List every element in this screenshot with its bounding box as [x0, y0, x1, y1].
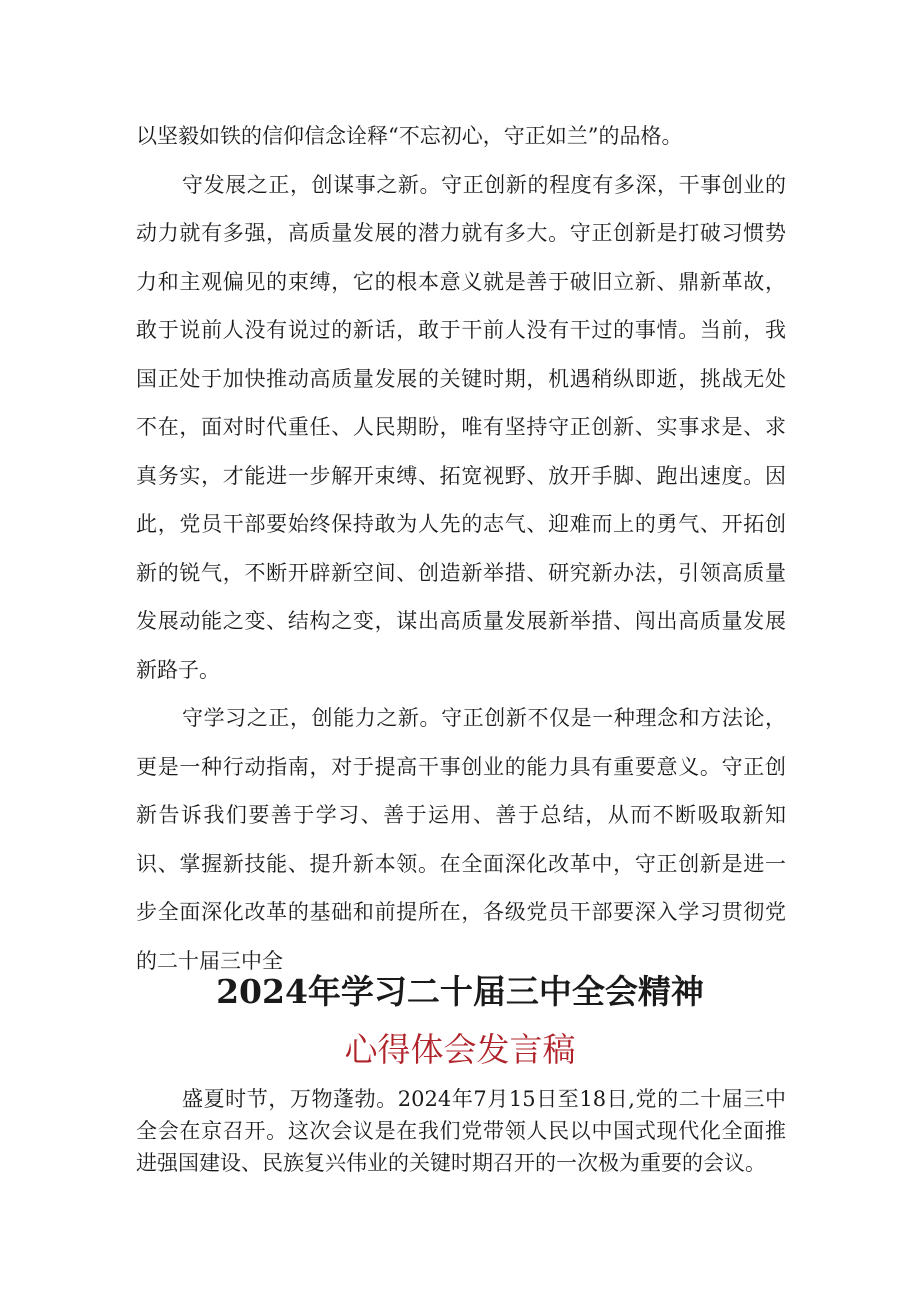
- paragraph-continuation: 以坚毅如铁的信仰信念诠释“不忘初心，守正如兰”的品格。: [136, 124, 683, 148]
- article-subtitle: 心得体会发言稿: [344, 1030, 576, 1069]
- intro-paragraph: 盛夏时节，万物蓬勃。2024年7月15日至18日,党的二十届三中全会在京召开。这次会议是在我们党带领人民以中国式现代化全面推进强国建设、民族复兴伟业的关键时期召开的一次极为重要的会议。: [136, 1087, 786, 1175]
- paragraph-development: 守发展之正，创谋事之新。守正创新的程度有多深，干事创业的动力就有多强，高质量发展的潜力就有多大。守正创新是打破习惯势力和主观偏见的束缚，它的根本意义就是善于破旧立新、鼎新革故，敢于说前人没有说过的新话，敢于干前人没有干过的事情。当前，我国正处于加快推动高质量发展的关键时期，机遇稍纵即逝，挑战无处不在，面对时代重任、人民期盼，唯有坚持守正创新、实事求是、求真务实，才能进一步解开束缚、拓宽视野、放开手脚、跑出速度。因此，党员干部要始终保持敢为人先的志气、迎难而上的勇气、开拓创新的锐气，不断开辟新空间、创造新举措、研究新办法，引领高质量发展动能之变、结构之变，谋出高质量发展新举措、闯出高质量发展新路子。: [136, 172, 786, 682]
- document-body: [136, 112, 786, 985]
- paragraph-learning: 守学习之正，创能力之新。守正创新不仅是一种理念和方法论，更是一种行动指南，对于提高干事创业的能力具有重要意义。守正创新告诉我们要善于学习、善于运用、善于总结，从而不断吸取新知识、掌握新技能、提升新本领。在全面深化改革中，守正创新是进一步全面深化改革的基础和前提所在，各级党员干部要深入学习贯彻党的二十届三中全: [136, 706, 786, 973]
- article-title: 2024年学习二十届三中全会精神: [216, 972, 704, 1011]
